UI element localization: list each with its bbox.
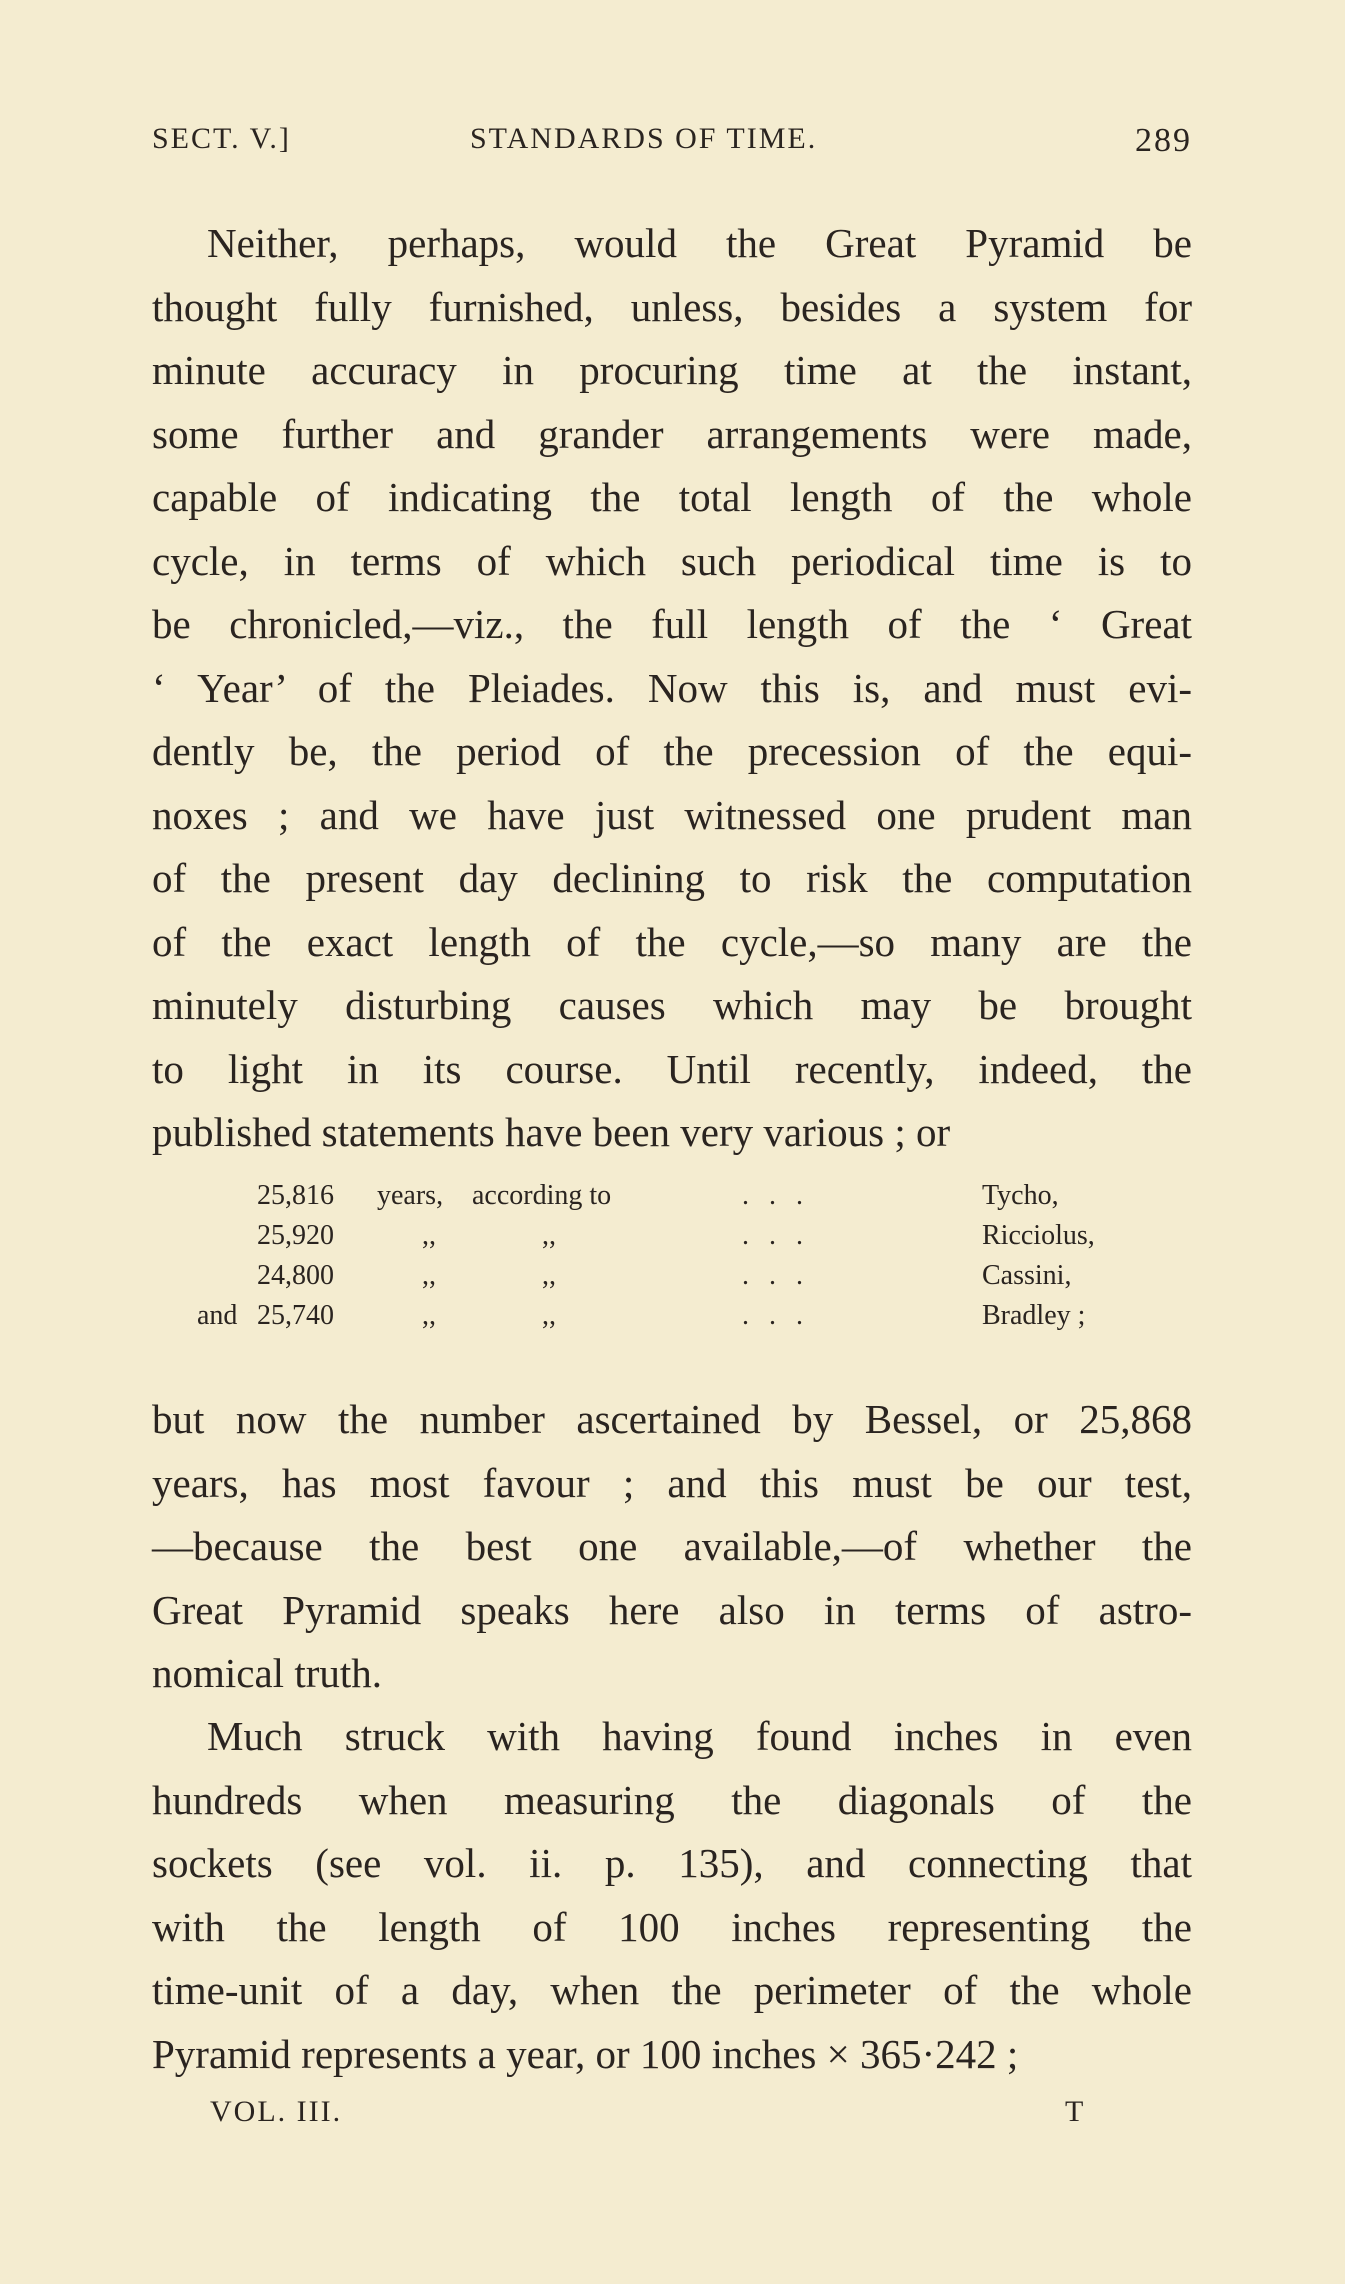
ditto-mark: ,, [542,1300,556,1331]
ditto-mark: ,, [422,1300,436,1331]
ditto-mark: ,, [542,1220,556,1251]
text-line: nomical truth. [152,1650,383,1696]
paragraph-1 [152,212,1192,1165]
years-unit: years, [377,1180,444,1211]
section-label: SECT. V.] [152,122,291,155]
text-line: ‘ Year’ of the Pleiades. Now this is, and must evi- [152,664,1192,711]
text-line: Neither, perhaps, would the Great Pyramid be [207,220,1192,266]
text-line: minute accuracy in procuring time at the instant, [152,347,1192,393]
text-line: —because the best one available,—of whether the [152,1523,1192,1569]
leader-dots: ... [742,1300,823,1331]
table-row [152,1220,1192,1260]
row-prefix: and [197,1300,238,1331]
paragraph-3 [152,1705,1192,2086]
precession-table [152,1180,1192,1340]
according-to: according to [472,1180,612,1211]
text-line: time-unit of a day, when the perimeter of the whole [152,1967,1192,2013]
text-line: dently be, the period of the precession of the equi- [152,728,1192,774]
text-line: but now the number ascertained by Bessel, or 25,868 [152,1396,1192,1442]
astronomer-name: Bradley ; [982,1300,1086,1331]
text-line: of the present day declining to risk the computation [152,855,1192,901]
paragraph-2 [152,1388,1192,1706]
text-line: hundreds when measuring the diagonals of the [152,1776,1192,1823]
table-row [152,1300,1192,1340]
years-value: 25,920 [257,1220,334,1251]
ditto-mark: ,, [542,1260,556,1291]
text-line: years, has most favour ; and this must be our test, [152,1459,1192,1506]
text-line: with the length of 100 inches representing the [152,1903,1192,1950]
text-line: Pyramid represents a year, or 100 inches × 365·242 ; [152,2030,1019,2077]
astronomer-name: Cassini, [982,1260,1072,1291]
ditto-mark: ,, [422,1260,436,1291]
text-line: cycle, in terms of which such periodical time is to [152,537,1192,584]
running-title: STANDARDS OF TIME. [470,122,818,155]
ditto-mark: ,, [422,1220,436,1251]
text-line: of the exact length of the cycle,—so many are the [152,918,1192,965]
text-line: noxes ; and we have just witnessed one prudent man [152,791,1192,838]
table-row [152,1180,1192,1220]
running-header [152,122,1192,170]
years-value: 24,800 [257,1260,334,1291]
years-value: 25,740 [257,1300,334,1331]
text-line: sockets (see vol. ii. p. 135), and connecting that [152,1840,1192,1886]
table-row [152,1260,1192,1300]
leader-dots: ... [742,1180,823,1211]
text-line: Great Pyramid speaks here also in terms of astro- [152,1586,1192,1633]
volume-label: VOL. III. [210,2095,343,2128]
text-line: some further and grander arrangements were made, [152,410,1192,457]
leader-dots: ... [742,1220,823,1251]
text-line: minutely disturbing causes which may be brought [152,982,1192,1028]
leader-dots: ... [742,1260,823,1291]
text-line: to light in its course. Until recently, indeed, the [152,1045,1192,1092]
astronomer-name: Tycho, [982,1180,1059,1211]
years-value: 25,816 [257,1180,334,1211]
signature-mark: T [1065,2095,1086,2128]
text-line: capable of indicating the total length of the whole [152,474,1192,520]
text-line: be chronicled,—viz., the full length of the ‘ Great [152,601,1192,647]
text-line: thought fully furnished, unless, besides a system for [152,283,1192,330]
text-line: published statements have been very various ; or [152,1109,951,1155]
astronomer-name: Ricciolus, [982,1220,1095,1251]
text-line: Much struck with having found inches in even [207,1713,1192,1759]
page-number: 289 [1135,122,1192,159]
